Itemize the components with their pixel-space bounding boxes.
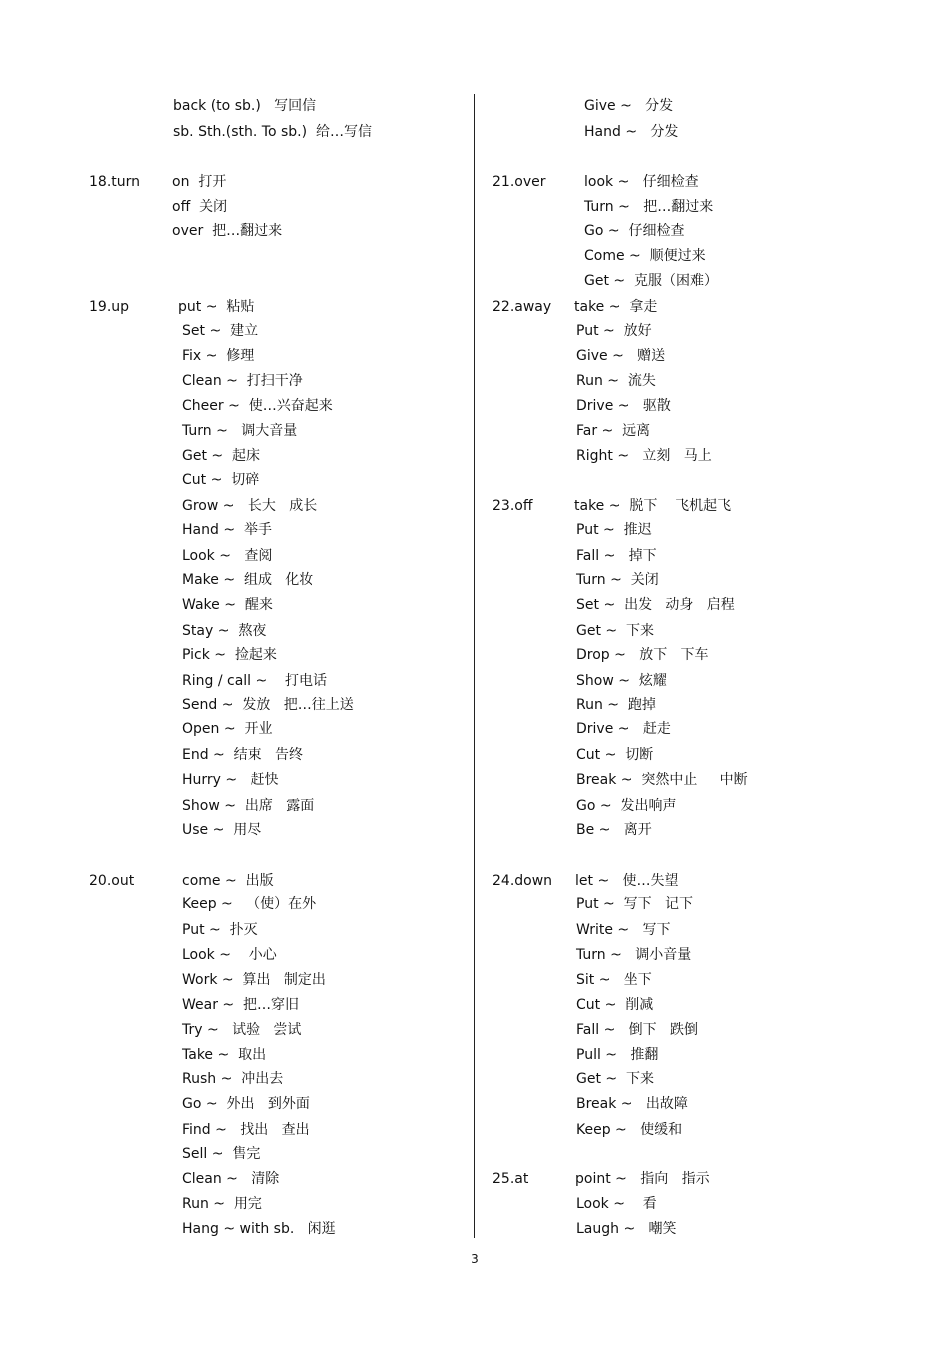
entry: Use ~ 用尽 — [182, 822, 262, 838]
entry: Work ~ 算出 制定出 — [182, 972, 326, 988]
entry: Drive ~ 赶走 — [576, 721, 671, 737]
entry: Find ~ 找出 查出 — [182, 1122, 310, 1138]
entry: Grow ~ 长大 成长 — [182, 498, 318, 514]
entry: Run ~ 跑掉 — [576, 697, 656, 713]
group-number: 19.up — [89, 299, 130, 315]
entry: Write ~ 写下 — [576, 922, 671, 938]
group-number: 18.turn — [89, 174, 141, 190]
entry: End ~ 结束 告终 — [182, 747, 304, 763]
entry: Break ~ 突然中止 中断 — [576, 772, 748, 788]
entry: Drive ~ 驱散 — [576, 398, 671, 414]
entry: Put ~ 推迟 — [576, 522, 652, 538]
group-number: 25.at — [492, 1171, 529, 1187]
entry: Look ~ 小心 — [182, 947, 277, 963]
entry: Get ~ 下来 — [576, 623, 655, 639]
entry: Get ~ 克服（困难） — [584, 273, 719, 289]
entry: Far ~ 远离 — [576, 423, 651, 439]
entry: Cut ~ 切碎 — [182, 472, 260, 488]
entry: Fall ~ 掉下 — [576, 548, 657, 564]
entry: Stay ~ 熬夜 — [182, 623, 267, 639]
entry: Go ~ 仔细检查 — [584, 223, 685, 239]
text-line: Give ~ 分发 — [584, 98, 674, 114]
entry: take ~ 拿走 — [574, 299, 658, 315]
entry: Make ~ 组成 化妆 — [182, 572, 314, 588]
text-line: back (to sb.) 写回信 — [173, 98, 317, 114]
entry: Wake ~ 醒来 — [182, 597, 273, 613]
entry: Look ~ 看 — [576, 1196, 657, 1212]
entry: Turn ~ 关闭 — [576, 572, 659, 588]
entry: Rush ~ 冲出去 — [182, 1071, 284, 1087]
entry: Turn ~ 调小音量 — [576, 947, 692, 963]
entry: Show ~ 出席 露面 — [182, 798, 315, 814]
entry: Turn ~ 把…翻过来 — [584, 199, 714, 215]
entry: Try ~ 试验 尝试 — [182, 1022, 302, 1038]
group-number: 22.away — [492, 299, 552, 315]
entry: Pull ~ 推翻 — [576, 1047, 659, 1063]
entry: Turn ~ 调大音量 — [182, 423, 298, 439]
entry: Go ~ 外出 到外面 — [182, 1096, 310, 1112]
entry: Get ~ 起床 — [182, 448, 261, 464]
entry: Cut ~ 切断 — [576, 747, 654, 763]
entry: let ~ 使…失望 — [575, 873, 679, 889]
entry: Hurry ~ 赶快 — [182, 772, 279, 788]
entry: Clean ~ 清除 — [182, 1171, 280, 1187]
page-number: 3 — [471, 1252, 479, 1266]
entry: Fall ~ 倒下 跌倒 — [576, 1022, 699, 1038]
entry: Look ~ 查阅 — [182, 548, 273, 564]
entry: Cut ~ 削减 — [576, 997, 654, 1013]
entry: off 关闭 — [172, 199, 228, 215]
entry: Open ~ 开业 — [182, 721, 273, 737]
entry: over 把…翻过来 — [172, 223, 283, 239]
entry: point ~ 指向 指示 — [575, 1171, 710, 1187]
entry: Take ~ 取出 — [182, 1047, 267, 1063]
entry: Show ~ 炫耀 — [576, 673, 667, 689]
entry: Run ~ 流失 — [576, 373, 656, 389]
entry: Put ~ 放好 — [576, 323, 652, 339]
entry: Clean ~ 打扫干净 — [182, 373, 303, 389]
entry: Pick ~ 捡起来 — [182, 647, 277, 663]
group-number: 20.out — [89, 873, 135, 889]
entry: Set ~ 建立 — [182, 323, 259, 339]
entry: Get ~ 下来 — [576, 1071, 655, 1087]
group-number: 24.down — [492, 873, 553, 889]
entry: Set ~ 出发 动身 启程 — [576, 597, 735, 613]
entry: come ~ 出版 — [182, 873, 274, 889]
entry: Sit ~ 坐下 — [576, 972, 652, 988]
entry: Come ~ 顺便过来 — [584, 248, 706, 264]
entry: Sell ~ 售完 — [182, 1146, 261, 1162]
entry: Wear ~ 把…穿旧 — [182, 997, 300, 1013]
entry: Hang ~ with sb. 闲逛 — [182, 1221, 336, 1237]
entry: Hand ~ 举手 — [182, 522, 272, 538]
column-divider — [474, 94, 475, 1238]
entry: Put ~ 写下 记下 — [576, 896, 693, 912]
text-line: Hand ~ 分发 — [584, 124, 679, 140]
entry: Send ~ 发放 把…往上送 — [182, 697, 354, 713]
entry: Break ~ 出故障 — [576, 1096, 688, 1112]
text-line: sb. Sth.(sth. To sb.) 给…写信 — [173, 124, 372, 140]
entry: Keep ~ 使缓和 — [576, 1122, 683, 1138]
entry: Laugh ~ 嘲笑 — [576, 1221, 677, 1237]
entry: Go ~ 发出响声 — [576, 798, 677, 814]
entry: Put ~ 扑灭 — [182, 922, 258, 938]
entry: Right ~ 立刻 马上 — [576, 448, 712, 464]
entry: Fix ~ 修理 — [182, 348, 255, 364]
entry: put ~ 粘贴 — [178, 299, 255, 315]
group-number: 21.over — [492, 174, 546, 190]
entry: look ~ 仔细检查 — [584, 174, 699, 190]
entry: Keep ~ （使）在外 — [182, 896, 317, 912]
entry: Give ~ 赠送 — [576, 348, 666, 364]
entry: on 打开 — [172, 174, 227, 190]
entry: Cheer ~ 使…兴奋起来 — [182, 398, 333, 414]
group-number: 23.off — [492, 498, 533, 514]
entry: Be ~ 离开 — [576, 822, 652, 838]
entry: take ~ 脱下 飞机起飞 — [574, 498, 732, 514]
entry: Ring / call ~ 打电话 — [182, 673, 328, 689]
entry: Run ~ 用完 — [182, 1196, 262, 1212]
entry: Drop ~ 放下 下车 — [576, 647, 709, 663]
